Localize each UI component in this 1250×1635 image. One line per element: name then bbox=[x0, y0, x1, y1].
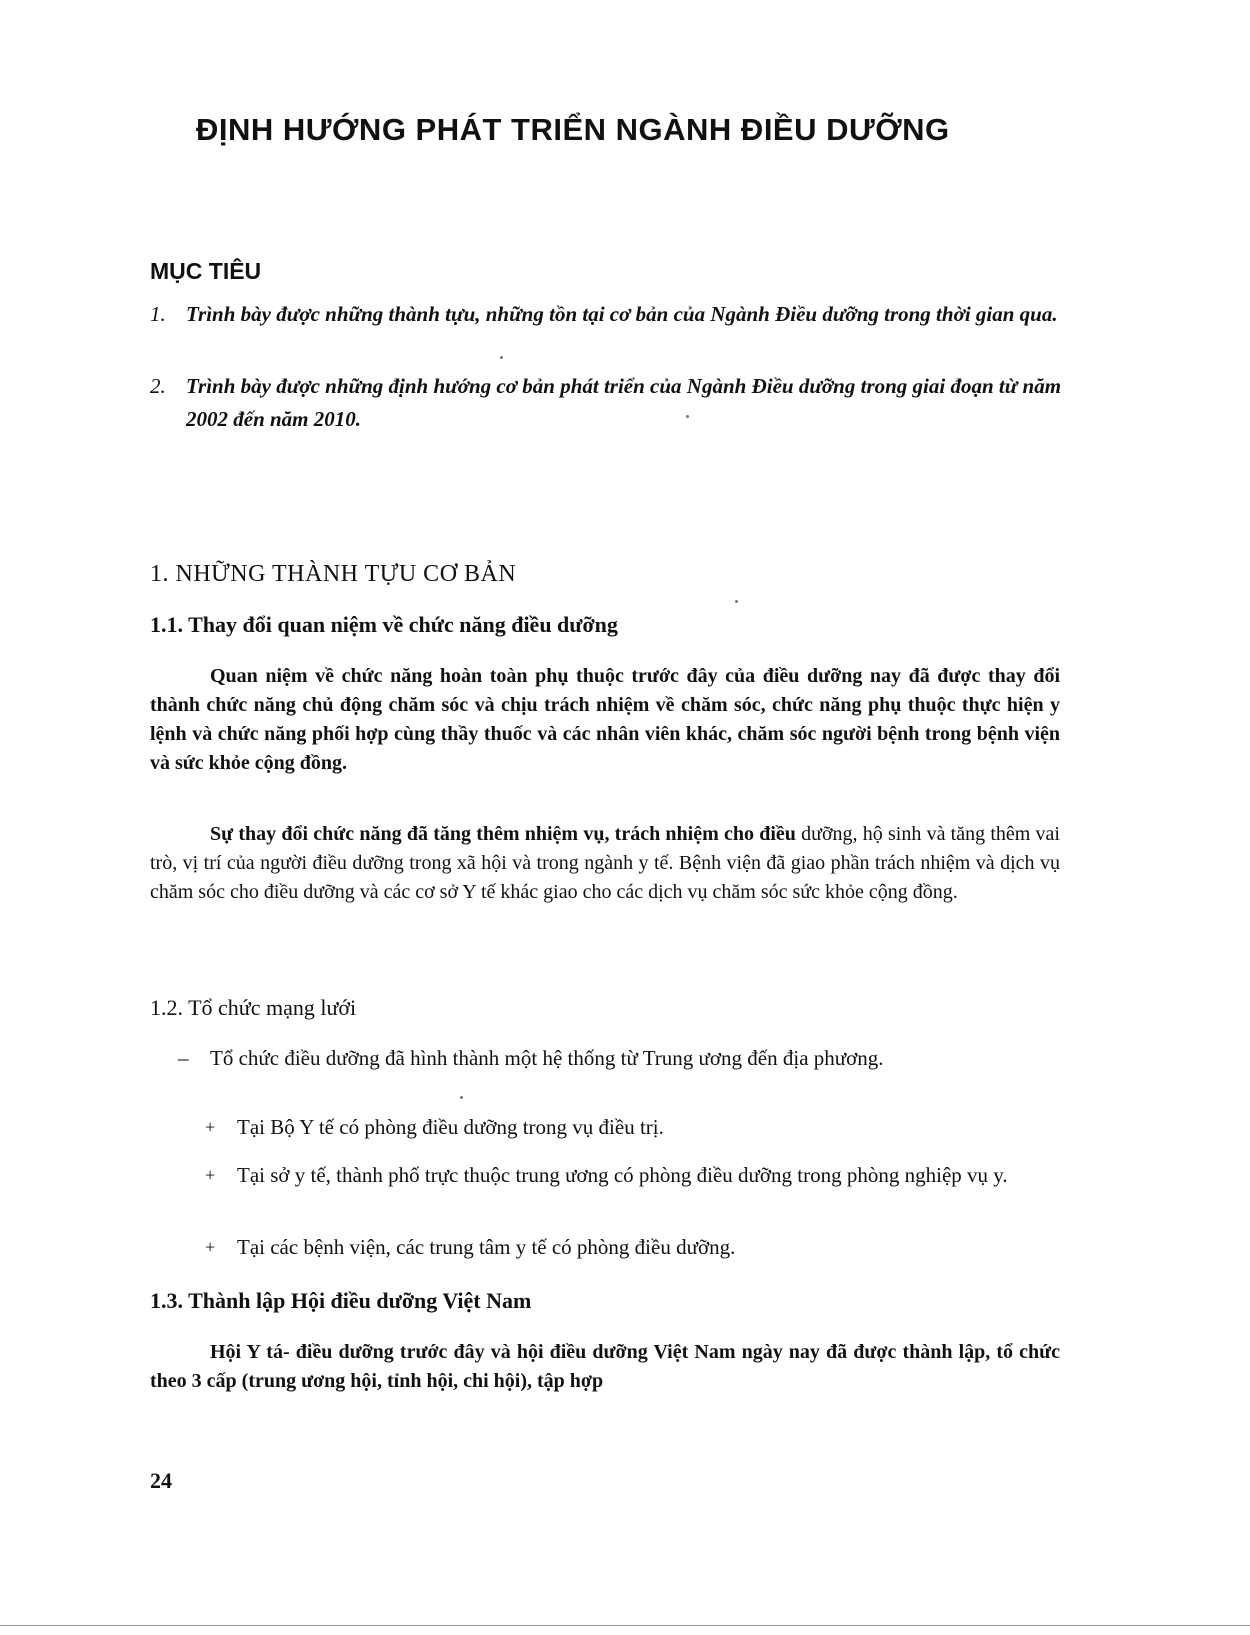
section-1-1-heading: 1.1. Thay đổi quan niệm về chức năng điều dưỡng bbox=[150, 612, 618, 637]
list-item-text: Tổ chức điều dưỡng đã hình thành một hệ thống từ Trung ương đến địa phương. bbox=[210, 1046, 884, 1070]
dash-list-item bbox=[178, 1043, 1068, 1074]
plus-list-item bbox=[205, 1160, 1067, 1191]
section-1-2-heading: 1.2. Tổ chức mạng lưới bbox=[150, 995, 357, 1020]
section-1-3-heading: 1.3. Thành lập Hội điều dưỡng Việt Nam bbox=[150, 1288, 532, 1313]
scan-speck bbox=[500, 356, 503, 359]
plus-bullet: + bbox=[205, 1237, 216, 1257]
objective-text: Trình bày được những định hướng cơ bản phát triển của Ngành Điều dưỡng trong giai đoạn từ năm 2002 đến năm 2010. bbox=[186, 374, 1062, 431]
objective-item bbox=[150, 370, 1070, 436]
plus-list-item bbox=[205, 1232, 1067, 1263]
scan-edge-line bbox=[0, 1625, 1250, 1626]
page-title: ĐỊNH HƯỚNG PHÁT TRIỂN NGÀNH ĐIỀU DƯỠNG bbox=[196, 112, 950, 147]
objective-text: Trình bày được những thành tựu, những tồn tại cơ bản của Ngành Điều dưỡng trong thời gian qua. bbox=[186, 302, 1058, 326]
scan-speck bbox=[735, 600, 738, 603]
scan-speck bbox=[686, 415, 689, 418]
plus-bullet: + bbox=[205, 1165, 216, 1185]
paragraph-bold-lead: Sự thay đổi chức năng đã tăng thêm nhiệm vụ, trách nhiệm cho điều bbox=[210, 823, 796, 845]
section-1-heading: 1. NHỮNG THÀNH TỰU CƠ BẢN bbox=[150, 561, 517, 587]
objective-item bbox=[150, 298, 1070, 331]
paragraph-text: Quan niệm về chức năng hoàn toàn phụ thuộc trước đây của điều dưỡng nay đã được thay đổi thành chức năng chủ động chăm sóc và chịu trách nhiệm về chăm sóc, chức năng phụ thuộc thực hiện y lệnh và chức năng phối hợp cùng thầy thuốc và các nhân viên khác, chăm sóc người bệnh trong bệnh viện và sức khỏe cộng đồng. bbox=[150, 665, 1060, 774]
list-item-text: Tại Bộ Y tế có phòng điều dưỡng trong vụ điều trị. bbox=[237, 1115, 664, 1139]
paragraph-text: Hội Y tá- điều dưỡng trước đây và hội điều dưỡng Việt Nam ngày nay đã được thành lập, tổ chức theo 3 cấp (trung ương hội, tỉnh hội, chi hội), tập hợp bbox=[150, 1341, 1060, 1392]
objective-number: 2. bbox=[150, 374, 166, 398]
paragraph-text: dưỡng, hộ sinh và tăng thêm vai trò, vị trí của người điều dưỡng trong xã hội và trong ngành y tế. Bệnh viện đã giao phần trách nhiệm và dịch vụ chăm sóc cho điều dưỡng và các cơ sở Y tế khác giao cho các dịch vụ chăm sóc sức khỏe cộng đồng. bbox=[150, 823, 1060, 903]
section-1-1-paragraph-2 bbox=[150, 820, 1060, 907]
scan-speck bbox=[460, 1096, 463, 1099]
section-1-1-paragraph-1 bbox=[150, 662, 1060, 778]
list-item-text: Tại các bệnh viện, các trung tâm y tế có phòng điều dưỡng. bbox=[237, 1235, 736, 1259]
list-item-text: Tại sở y tế, thành phố trực thuộc trung ương có phòng điều dưỡng trong phòng nghiệp vụ y. bbox=[237, 1163, 1008, 1187]
section-1-3-paragraph-1 bbox=[150, 1338, 1060, 1396]
plus-list-item bbox=[205, 1112, 1067, 1143]
plus-bullet: + bbox=[205, 1117, 216, 1137]
objectives-heading: MỤC TIÊU bbox=[150, 258, 262, 284]
objective-number: 1. bbox=[150, 302, 166, 326]
page-number: 24 bbox=[150, 1468, 172, 1493]
dash-bullet: – bbox=[178, 1046, 189, 1070]
